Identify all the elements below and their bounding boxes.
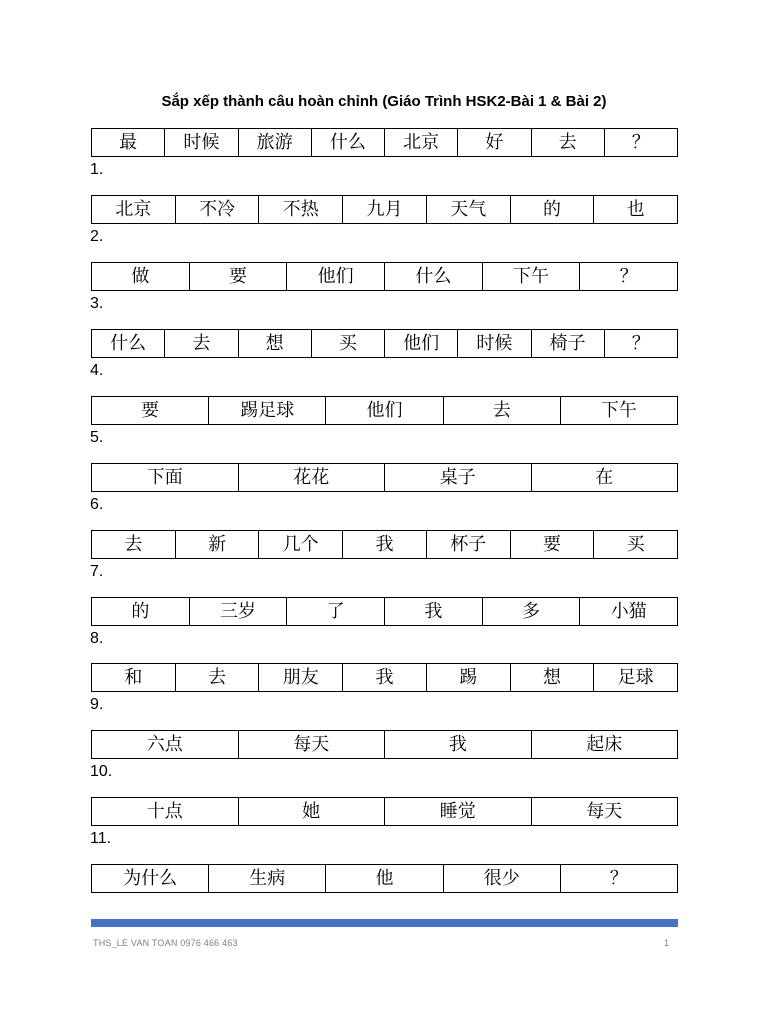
word-cell: 要: [510, 531, 594, 558]
word-cell: ？: [579, 263, 677, 290]
question-number: 11.: [90, 830, 112, 847]
word-cell: 我: [384, 731, 531, 758]
word-cell: 北京: [115, 198, 152, 220]
word-row: [91, 730, 678, 759]
word-cell: 我: [342, 531, 426, 558]
word-cell: 去: [124, 533, 143, 555]
page-title: Sắp xếp thành câu hoàn chỉnh (Giáo Trình HSK2-Bài 1 & Bài 2): [161, 93, 607, 110]
word-cell: 要: [141, 399, 160, 421]
word-cell: 在: [531, 464, 678, 491]
word-cell: 的: [131, 600, 150, 622]
word-cell: 杯子: [426, 531, 510, 558]
word-cell: 睡觉: [384, 798, 531, 825]
word-row: [91, 396, 678, 425]
word-cell: 花花: [238, 464, 385, 491]
word-cell: 做: [131, 265, 150, 287]
word-cell: 下面: [146, 466, 183, 488]
word-cell: 他: [325, 865, 442, 892]
word-cell: 下午: [482, 263, 580, 290]
word-row: [91, 797, 678, 826]
word-cell: 买: [311, 330, 384, 357]
word-cell: 小猫: [579, 598, 677, 625]
word-cell: 他们: [384, 330, 457, 357]
word-cell: 很少: [443, 865, 560, 892]
word-cell: 去: [531, 129, 604, 156]
word-cell: 桌子: [384, 464, 531, 491]
word-cell: 什么: [311, 129, 384, 156]
question-number: 6.: [90, 496, 104, 513]
question-number: 8.: [90, 630, 104, 647]
word-cell: 最: [119, 131, 138, 153]
word-cell: 九月: [342, 196, 426, 223]
footer-bar: [91, 919, 678, 927]
word-cell: 去: [443, 397, 560, 424]
question-number: 5.: [90, 429, 104, 446]
word-cell: 多: [482, 598, 580, 625]
word-cell: 踢: [426, 664, 510, 691]
word-cell: 起床: [531, 731, 678, 758]
word-cell: 什么: [384, 263, 482, 290]
question-number: 7.: [90, 563, 104, 580]
word-cell: 想: [238, 330, 311, 357]
word-cell: 他们: [286, 263, 384, 290]
word-row: [91, 530, 678, 559]
footer-page-number: 1: [664, 938, 670, 948]
word-cell: 几个: [258, 531, 342, 558]
word-cell: 每天: [531, 798, 678, 825]
word-row: [91, 128, 678, 157]
word-cell: 想: [510, 664, 594, 691]
word-cell: 踢足球: [208, 397, 325, 424]
question-number: 1.: [90, 161, 104, 178]
word-row: [91, 262, 678, 291]
word-cell: 时候: [457, 330, 530, 357]
question-number: 9.: [90, 696, 104, 713]
word-cell: 我: [342, 664, 426, 691]
word-cell: 十点: [146, 800, 183, 822]
question-number: 3.: [90, 295, 104, 312]
word-cell: 我: [384, 598, 482, 625]
word-cell: 什么: [110, 332, 147, 354]
question-number: 10.: [90, 763, 113, 780]
word-row: [91, 864, 678, 893]
word-cell: 下午: [560, 397, 677, 424]
word-row: [91, 329, 678, 358]
word-row: [91, 663, 678, 692]
word-cell: 的: [510, 196, 594, 223]
word-row: [91, 463, 678, 492]
word-cell: 北京: [384, 129, 457, 156]
word-cell: 新: [175, 531, 259, 558]
word-cell: 旅游: [238, 129, 311, 156]
word-cell: 和: [124, 666, 143, 688]
word-cell: 生病: [208, 865, 325, 892]
word-cell: 了: [286, 598, 384, 625]
question-number: 2.: [90, 228, 104, 245]
word-row: [91, 597, 678, 626]
word-cell: 好: [457, 129, 530, 156]
word-cell: 要: [189, 263, 287, 290]
word-cell: 椅子: [531, 330, 604, 357]
word-cell: 去: [164, 330, 237, 357]
word-cell: 不热: [258, 196, 342, 223]
word-cell: 买: [593, 531, 677, 558]
word-cell: 朋友: [258, 664, 342, 691]
word-cell: 每天: [238, 731, 385, 758]
word-cell: 六点: [146, 733, 183, 755]
word-cell: 她: [238, 798, 385, 825]
word-cell: 不冷: [175, 196, 259, 223]
word-cell: 天气: [426, 196, 510, 223]
word-cell: 三岁: [189, 598, 287, 625]
footer-author: THS_LE VAN TOAN 0976 466 463: [93, 938, 238, 948]
word-cell: 时候: [164, 129, 237, 156]
word-cell: ？: [604, 330, 677, 357]
word-cell: ？: [604, 129, 677, 156]
word-cell: 也: [593, 196, 677, 223]
word-row: [91, 195, 678, 224]
word-cell: 为什么: [123, 867, 178, 889]
word-cell: 足球: [593, 664, 677, 691]
word-cell: ？: [560, 865, 677, 892]
question-number: 4.: [90, 362, 104, 379]
word-cell: 去: [175, 664, 259, 691]
word-cell: 他们: [325, 397, 442, 424]
